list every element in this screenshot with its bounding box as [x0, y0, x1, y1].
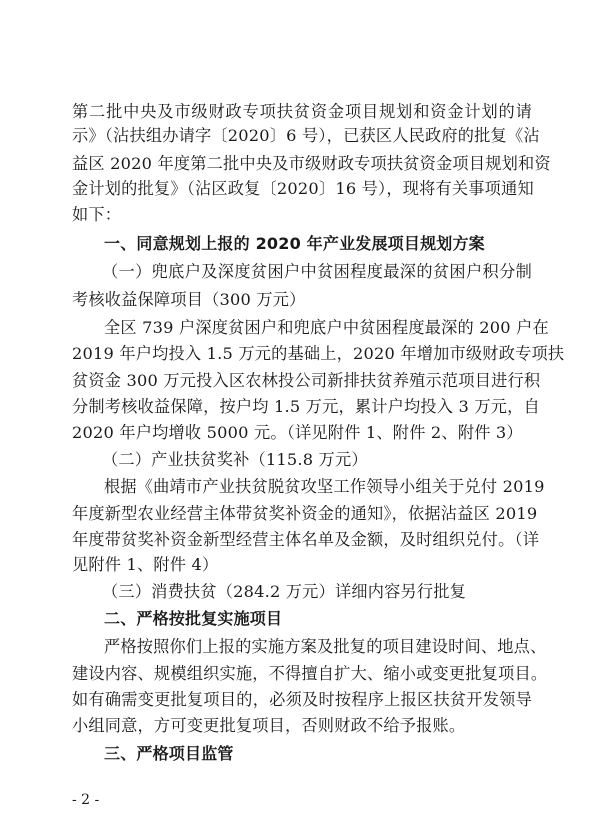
page-number: - 2 - — [72, 792, 100, 808]
body-text-line: 益区 2020 年度第二批中央及市级财政专项扶贫资金项目规划和资 — [72, 154, 551, 173]
subsection-heading-1: （一）兜底户及深度贫困户中贫困程度最深的贫困户积分制 — [102, 262, 532, 281]
body-text-line: 金计划的批复》（沾区政复〔2020〕16 号），现将有关事项通知 — [72, 179, 534, 198]
body-text-line: 全区 739 户深度贫困户和兜底户中贫困程度最深的 200 户在 — [104, 318, 549, 337]
body-text-line: 贫资金 300 万元投入区农林投公司新排扶贫养殖示范项目进行积 — [72, 371, 541, 390]
body-text-line: 建设内容、规模组织实施，不得擅自扩大、缩小或变更批复项目。 — [72, 664, 548, 683]
body-text-line: 2019 年户均投入 1.5 万元的基础上，2020 年增加市级财政专项扶 — [72, 344, 565, 363]
body-text-line: 如下： — [72, 205, 122, 224]
body-text-line: 见附件 1、附件 4） — [72, 555, 219, 574]
body-text-line: 年度带贫奖补资金新型经营主体名单及金额，及时组织兑付。（详 — [72, 530, 540, 549]
section-heading-1: 一、同意规划上报的 2020 年产业发展项目规划方案 — [104, 234, 485, 253]
body-text-line: 如有确需变更批复项目的，必须及时按程序上报区扶贫开发领导 — [72, 690, 532, 709]
body-text-line: 示》（沾扶组办请字〔2020〕6 号），已获区人民政府的批复《沾 — [72, 126, 540, 145]
body-text-line: 严格按照你们上报的实施方案及批复的项目建设时间、地点、 — [104, 637, 547, 656]
body-text-line: 小组同意，方可变更批复项目，否则财政不给予报账。 — [72, 716, 466, 735]
section-heading-2: 二、严格按批复实施项目 — [104, 609, 283, 628]
body-text-line: 分制考核收益保障，按户均 1.5 万元，累计户均投入 3 万元，自 — [72, 397, 540, 416]
subsection-heading-3: （三）消费扶贫（284.2 万元）详细内容另行批复 — [102, 582, 467, 601]
body-text-line: 根据《曲靖市产业扶贫脱贫攻坚工作领导小组关于兑付 2019 — [104, 477, 545, 496]
body-text-line: 第二批中央及市级财政专项扶贫资金项目规划和资金计划的请 — [72, 102, 532, 121]
section-heading-3: 三、严格项目监管 — [104, 744, 234, 763]
body-text-line: 年度新型农业经营主体带贫奖补资金的通知》，依据沾益区 2019 — [72, 504, 538, 523]
subsection-heading-2: （二）产业扶贫奖补（115.8 万元） — [102, 450, 368, 469]
body-text-line: 2020 年户均增收 5000 元。（详见附件 1、附件 2、附件 3） — [72, 423, 523, 442]
subsection-heading-1-cont: 考核收益保障项目（300 万元） — [72, 290, 306, 309]
